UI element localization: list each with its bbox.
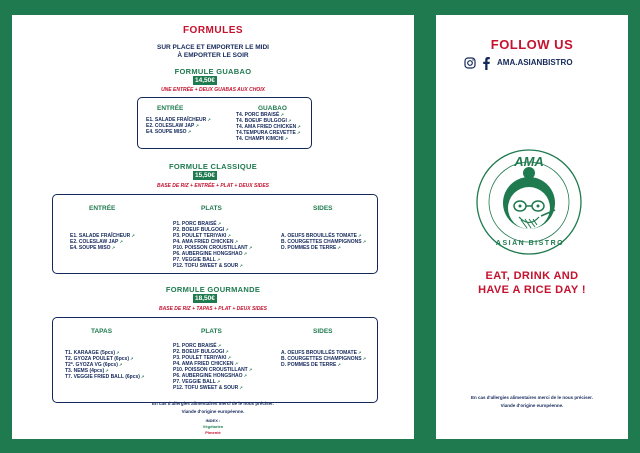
gourmande-name: FORMULE GOURMANDE [165,285,261,294]
classique-col2-header: PLATS [201,205,222,212]
list-item: T3. NEMS (4pcs) ↗ [65,368,144,374]
social-row [464,56,604,70]
classique-box [52,194,378,274]
service-line-2: À EMPORTER LE SOIR [177,52,249,59]
list-item: B. COURGETTES CHAMPIGNONS ↗ [281,239,366,245]
list-item: D. POMMES DE TERRE ↗ [281,245,366,251]
service-line-1: SUR PLACE ET EMPORTER LE MIDI [157,44,269,51]
list-item: P12. TOFU SWEET & SOUR ↗ [173,385,252,391]
list-item: P3. POULET TERIYAKI ↗ [173,233,252,239]
guabao-box [137,97,312,149]
list-item: P1. PORC BRAISÉ ↗ [173,221,252,227]
guabao-col2-list [236,112,301,142]
origin-note-right: Viande d'origine européenne. [500,403,564,408]
list-item: E2. COLESLAW JAP ↗ [146,123,211,129]
brand-panel [436,15,628,439]
list-item: T7. VEGGIE FRIED BALL (6pcs) ↗ [65,374,144,380]
slogan-line-1: EAT, DRINK AND [485,270,579,282]
list-item: E4. SOUPE MISO ↗ [146,129,211,135]
facebook-icon[interactable] [482,56,491,70]
allergy-note-right: En cas d'allergies alimentaires merci de le nous préciser. [471,395,593,400]
gourmande-col2-header: PLATS [201,328,222,335]
guabao-tagline: UNE ENTRÉE + DEUX GUABAS AUX CHOIX [161,87,265,93]
list-item: T4. AMA FRIED CHICKEN ↗ [236,124,301,130]
index-spicy: Pimenté [205,430,221,435]
classique-col1-header: ENTRÉE [89,205,116,212]
list-item: T2. GYOZA POULET (6pcs) ↗ [65,356,144,362]
list-item: A. OEUFS BROUILLÉS TOMATE ↗ [281,233,366,239]
list-item: B. COURGETTES CHAMPIGNONS ↗ [281,356,366,362]
list-item: E1. SALADE FRAÎCHEUR ↗ [70,233,135,239]
index-label: INDEX : [205,418,221,423]
instagram-icon[interactable] [464,57,476,69]
logo-name: AMA [514,154,544,169]
guabao-col1-list [146,117,211,135]
list-item: E4. SOUPE MISO ↗ [70,245,135,251]
classique-col2-list [173,221,252,269]
list-item: T4.TEMPURA CREVETTE ↗ [236,130,301,136]
list-item: P6. AUBERGINE HONGSHAO ↗ [173,251,252,257]
guabao-price: 14,50€ [195,77,215,84]
classique-col3-list [281,233,366,251]
gourmande-col3-header: SIDES [313,328,333,335]
social-handle[interactable]: AMA.ASIANBISTRO [497,58,573,67]
list-item: P2. BOEUF BULGOGI ↗ [173,349,252,355]
list-item: P2. BOEUF BULGOGI ↗ [173,227,252,233]
allergy-note: En cas d'allergies alimentaires merci de le nous préciser. [152,401,274,406]
gourmande-box [52,317,378,403]
logo-subtitle: ASIAN BISTRO [495,240,565,247]
gourmande-col1-header: TAPAS [91,328,113,335]
classique-name: FORMULE CLASSIQUE [168,162,258,171]
classique-price: 15,50€ [195,172,215,179]
list-item: A. OEUFS BROUILLÉS TOMATE ↗ [281,350,366,356]
list-item: P10. POISSON CROUSTILLANT ↗ [173,245,252,251]
gourmande-col2-list [173,343,252,391]
list-item: P12. TOFU SWEET & SOUR ↗ [173,263,252,269]
gourmande-col3-list [281,350,366,368]
list-item: T4. BOEUF BULGOGI ↗ [236,118,301,124]
list-item: P10. POISSON CROUSTILLANT ↗ [173,367,252,373]
formules-page [12,15,414,439]
list-item: E1. SALADE FRAÎCHEUR ↗ [146,117,211,123]
list-item: P6. AUBERGINE HONGSHAO ↗ [173,373,252,379]
list-item: P3. POULET TERIYAKI ↗ [173,355,252,361]
list-item: T4. CHAMPI KIMCHI ↗ [236,136,301,142]
slogan-line-2: HAVE A RICE DAY ! [478,284,586,296]
list-item: P4. AMA FRIED CHICKEN ↗ [173,239,252,245]
guabao-name: FORMULE GUABAO [174,67,252,76]
guabao-col1-header: ENTRÉE [157,105,184,112]
gourmande-col1-list [65,350,144,380]
formules-title: FORMULES [182,25,244,36]
follow-us-title: FOLLOW US [490,37,574,52]
classique-tagline: BASE DE RIZ + ENTRÉE + PLAT + DEUX SIDES [156,183,269,189]
list-item: P7. VEGGIE BALL ↗ [173,379,252,385]
list-item: D. POMMES DE TERRE ↗ [281,362,366,368]
guabao-col2-header: GUABAO [258,105,287,112]
list-item: P7. VEGGIE BALL ↗ [173,257,252,263]
index-vegetarian: Végétarien [202,424,224,429]
origin-note: Viande d'origine européenne. [181,409,245,414]
list-item: T4. PORC BRAISÉ ↗ [236,112,301,118]
classique-col3-header: SIDES [313,205,333,212]
list-item: P4. AMA FRIED CHICKEN ↗ [173,361,252,367]
list-item: T1. KARAAGE (5pcs) ↗ [65,350,144,356]
list-item: T2*. GYOZA VG (6pcs) ↗ [65,362,144,368]
gourmande-price: 18,50€ [195,295,215,302]
list-item: E2. COLESLAW JAP ↗ [70,239,135,245]
list-item: P1. PORC BRAISÉ ↗ [173,343,252,349]
classique-col1-list [70,233,135,251]
gourmande-tagline: BASE DE RIZ + TAPAS + PLAT + DEUX SIDES [159,306,267,312]
